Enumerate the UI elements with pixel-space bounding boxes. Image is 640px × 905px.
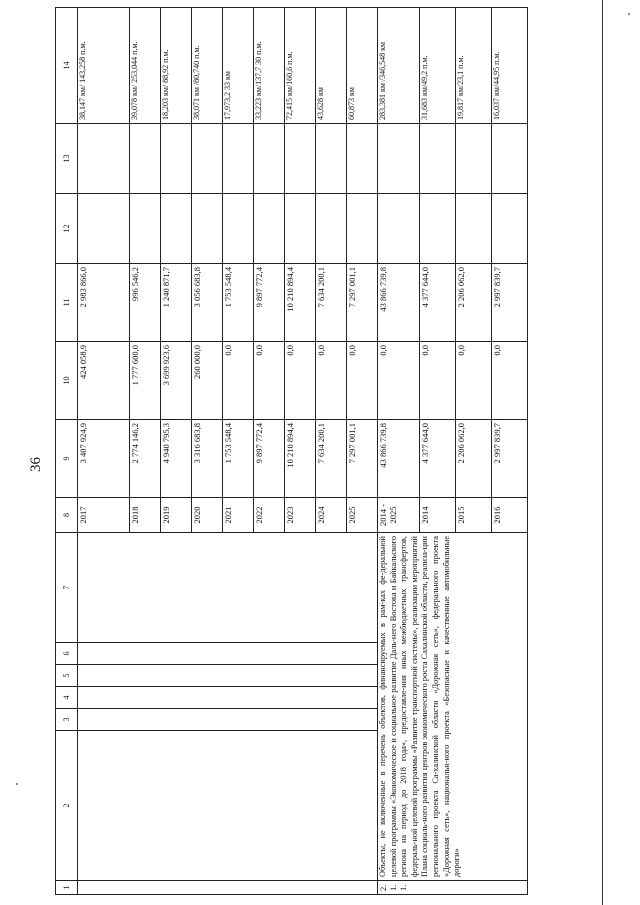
empty-cell-col-13 xyxy=(378,124,420,194)
budget-table xyxy=(55,7,528,895)
year-cell: 2019 xyxy=(161,498,192,533)
year-cell: 2023 xyxy=(285,498,316,533)
empty-cell-col-7 xyxy=(78,533,378,643)
empty-cell-col-13 xyxy=(254,124,285,194)
federal-amount-cell: 3 699 923,6 xyxy=(161,342,192,420)
column-header-11: 11 xyxy=(56,264,78,342)
column-header-10: 10 xyxy=(56,342,78,420)
total-amount-cell: 1 753 548,4 xyxy=(223,420,254,498)
length-cell: 283,381 км /346,548 км xyxy=(378,8,420,124)
length-cell: 19,817 км/23,1 п.м. xyxy=(456,8,492,124)
empty-cell-col-12 xyxy=(254,194,285,264)
column-header-1: 1 xyxy=(56,881,78,895)
length-cell: 72,415 км/160,6 п.м. xyxy=(285,8,316,124)
total-amount-cell: 9 897 772,4 xyxy=(254,420,285,498)
column-header-6: 6 xyxy=(56,643,78,665)
empty-cell-col-12 xyxy=(285,194,316,264)
column-header-2: 2 xyxy=(56,731,78,881)
federal-amount-cell: 0,0 xyxy=(316,342,347,420)
regional-amount-cell: 43 866 739,8 xyxy=(378,264,420,342)
federal-amount-cell: 0,0 xyxy=(492,342,528,420)
total-amount-cell: 2 774 146,2 xyxy=(130,420,161,498)
empty-cell-col-3 xyxy=(78,709,378,731)
regional-amount-cell: 996 546,2 xyxy=(130,264,161,342)
year-cell: 2015 xyxy=(456,498,492,533)
total-amount-cell: 10 210 894,4 xyxy=(285,420,316,498)
empty-cell-col-1 xyxy=(78,881,378,895)
scan-speck xyxy=(628,13,630,15)
empty-cell-col-13 xyxy=(223,124,254,194)
year-cell: 2018 xyxy=(130,498,161,533)
year-cell: 2020 xyxy=(192,498,223,533)
year-cell: 2022 xyxy=(254,498,285,533)
federal-amount-cell: 0,0 xyxy=(378,342,420,420)
length-cell: 60,873 км xyxy=(347,8,378,124)
length-cell: 33,223 км/137,7 30 п.м. xyxy=(254,8,285,124)
empty-cell-col-6 xyxy=(78,643,378,665)
federal-amount-cell: 0,0 xyxy=(254,342,285,420)
column-header-12: 12 xyxy=(56,194,78,264)
object-description-cell: Объекты, не включенные в перечень объектов, финансируемых в рам-ках фе-деральной целевой программы «Экономическое и социальное развитие Даль-него Востока и Байкальского региона на период до 2018 года», предоставле-ния иных межбюджетных трансфертов, федераль-ной целевой программы «Развитие транспортной системы», реализации мероприятий Плана социаль-ного развития центров экономического роста Сахалинской области, реализа-ции регионального проекта Са-халинской области «Дорожная сеть», федерального проекта «Дорожная сеть», национальн-ного проекта «Безопасные и качественные автомобильные дороги» xyxy=(378,533,528,881)
regional-amount-cell: 2 983 866,0 xyxy=(78,264,130,342)
empty-cell-col-12 xyxy=(223,194,254,264)
empty-cell-col-13 xyxy=(130,124,161,194)
year-cell: 2016 xyxy=(492,498,528,533)
regional-amount-cell: 4 377 644,0 xyxy=(420,264,456,342)
length-cell: 38,071 км /80,740 п.м. xyxy=(192,8,223,124)
total-amount-cell: 43 866 739,8 xyxy=(378,420,420,498)
total-amount-cell: 7 634 200,1 xyxy=(316,420,347,498)
column-header-4: 4 xyxy=(56,687,78,709)
table-row xyxy=(378,8,420,895)
empty-cell-col-2 xyxy=(78,731,378,881)
year-cell: 2017 xyxy=(78,498,130,533)
row-number-cell: 2. 1. 1. xyxy=(378,881,528,895)
empty-cell-col-13 xyxy=(78,124,130,194)
empty-cell-col-12 xyxy=(192,194,223,264)
federal-amount-cell: 0,0 xyxy=(285,342,316,420)
year-cell: 2021 xyxy=(223,498,254,533)
empty-cell-col-12 xyxy=(378,194,420,264)
column-header-14: 14 xyxy=(56,8,78,124)
year-cell: 2025 xyxy=(347,498,378,533)
empty-cell-col-12 xyxy=(456,194,492,264)
empty-cell-col-12 xyxy=(130,194,161,264)
year-cell: 2014 xyxy=(420,498,456,533)
table-row xyxy=(78,8,130,895)
empty-cell-col-13 xyxy=(420,124,456,194)
regional-amount-cell: 2 206 062,0 xyxy=(456,264,492,342)
empty-cell-col-12 xyxy=(420,194,456,264)
regional-amount-cell: 10 210 894,4 xyxy=(285,264,316,342)
empty-cell-col-4 xyxy=(78,687,378,709)
federal-amount-cell: 260 000,0 xyxy=(192,342,223,420)
page-number: 36 xyxy=(28,457,44,472)
scan-speck xyxy=(16,783,18,785)
federal-amount-cell: 0,0 xyxy=(223,342,254,420)
empty-cell-col-12 xyxy=(347,194,378,264)
year-cell: 2024 xyxy=(316,498,347,533)
length-cell: 16,037 км/44,95 п.м. xyxy=(492,8,528,124)
federal-amount-cell: 1 777 600,0 xyxy=(130,342,161,420)
empty-cell-col-13 xyxy=(192,124,223,194)
length-cell: 38,147 км/ 143,258 п.м. xyxy=(78,8,130,124)
column-header-8: 8 xyxy=(56,498,78,533)
federal-amount-cell: 0,0 xyxy=(420,342,456,420)
empty-cell-col-13 xyxy=(347,124,378,194)
empty-cell-col-13 xyxy=(285,124,316,194)
length-cell: 31,683 км/49,2 п.м. xyxy=(420,8,456,124)
column-header-7: 7 xyxy=(56,533,78,643)
federal-amount-cell: 0,0 xyxy=(347,342,378,420)
empty-cell-col-13 xyxy=(492,124,528,194)
total-amount-cell: 2 997 839,7 xyxy=(492,420,528,498)
regional-amount-cell: 1 753 548,4 xyxy=(223,264,254,342)
empty-cell-col-5 xyxy=(78,665,378,687)
column-header-9: 9 xyxy=(56,420,78,498)
empty-cell-col-13 xyxy=(456,124,492,194)
federal-amount-cell: 424 058,9 xyxy=(78,342,130,420)
regional-amount-cell: 7 297 001,1 xyxy=(347,264,378,342)
empty-cell-col-13 xyxy=(316,124,347,194)
length-cell: 43,628 км xyxy=(316,8,347,124)
total-amount-cell: 4 377 644,0 xyxy=(420,420,456,498)
page-edge-line xyxy=(602,0,603,905)
empty-cell-col-12 xyxy=(161,194,192,264)
total-amount-cell: 3 316 683,8 xyxy=(192,420,223,498)
total-amount-cell: 4 940 795,3 xyxy=(161,420,192,498)
column-header-3: 3 xyxy=(56,709,78,731)
empty-cell-col-12 xyxy=(78,194,130,264)
federal-amount-cell: 0,0 xyxy=(456,342,492,420)
year-cell: 2014 - 2025 xyxy=(378,498,420,533)
regional-amount-cell: 3 056 683,8 xyxy=(192,264,223,342)
total-amount-cell: 7 297 001,1 xyxy=(347,420,378,498)
empty-cell-col-13 xyxy=(161,124,192,194)
empty-cell-col-12 xyxy=(492,194,528,264)
regional-amount-cell: 1 240 871,7 xyxy=(161,264,192,342)
header-row xyxy=(56,8,78,895)
total-amount-cell: 2 206 062,0 xyxy=(456,420,492,498)
regional-amount-cell: 9 897 772,4 xyxy=(254,264,285,342)
regional-amount-cell: 7 634 200,1 xyxy=(316,264,347,342)
length-cell: 18,203 км/ 88,92 п.м. xyxy=(161,8,192,124)
length-cell: 17,973,2 33 км xyxy=(223,8,254,124)
length-cell: 39,078 км/ 253,044 п.м. xyxy=(130,8,161,124)
empty-cell-col-12 xyxy=(316,194,347,264)
column-header-5: 5 xyxy=(56,665,78,687)
regional-amount-cell: 2 997 839,7 xyxy=(492,264,528,342)
column-header-13: 13 xyxy=(56,124,78,194)
total-amount-cell: 3 407 924,9 xyxy=(78,420,130,498)
